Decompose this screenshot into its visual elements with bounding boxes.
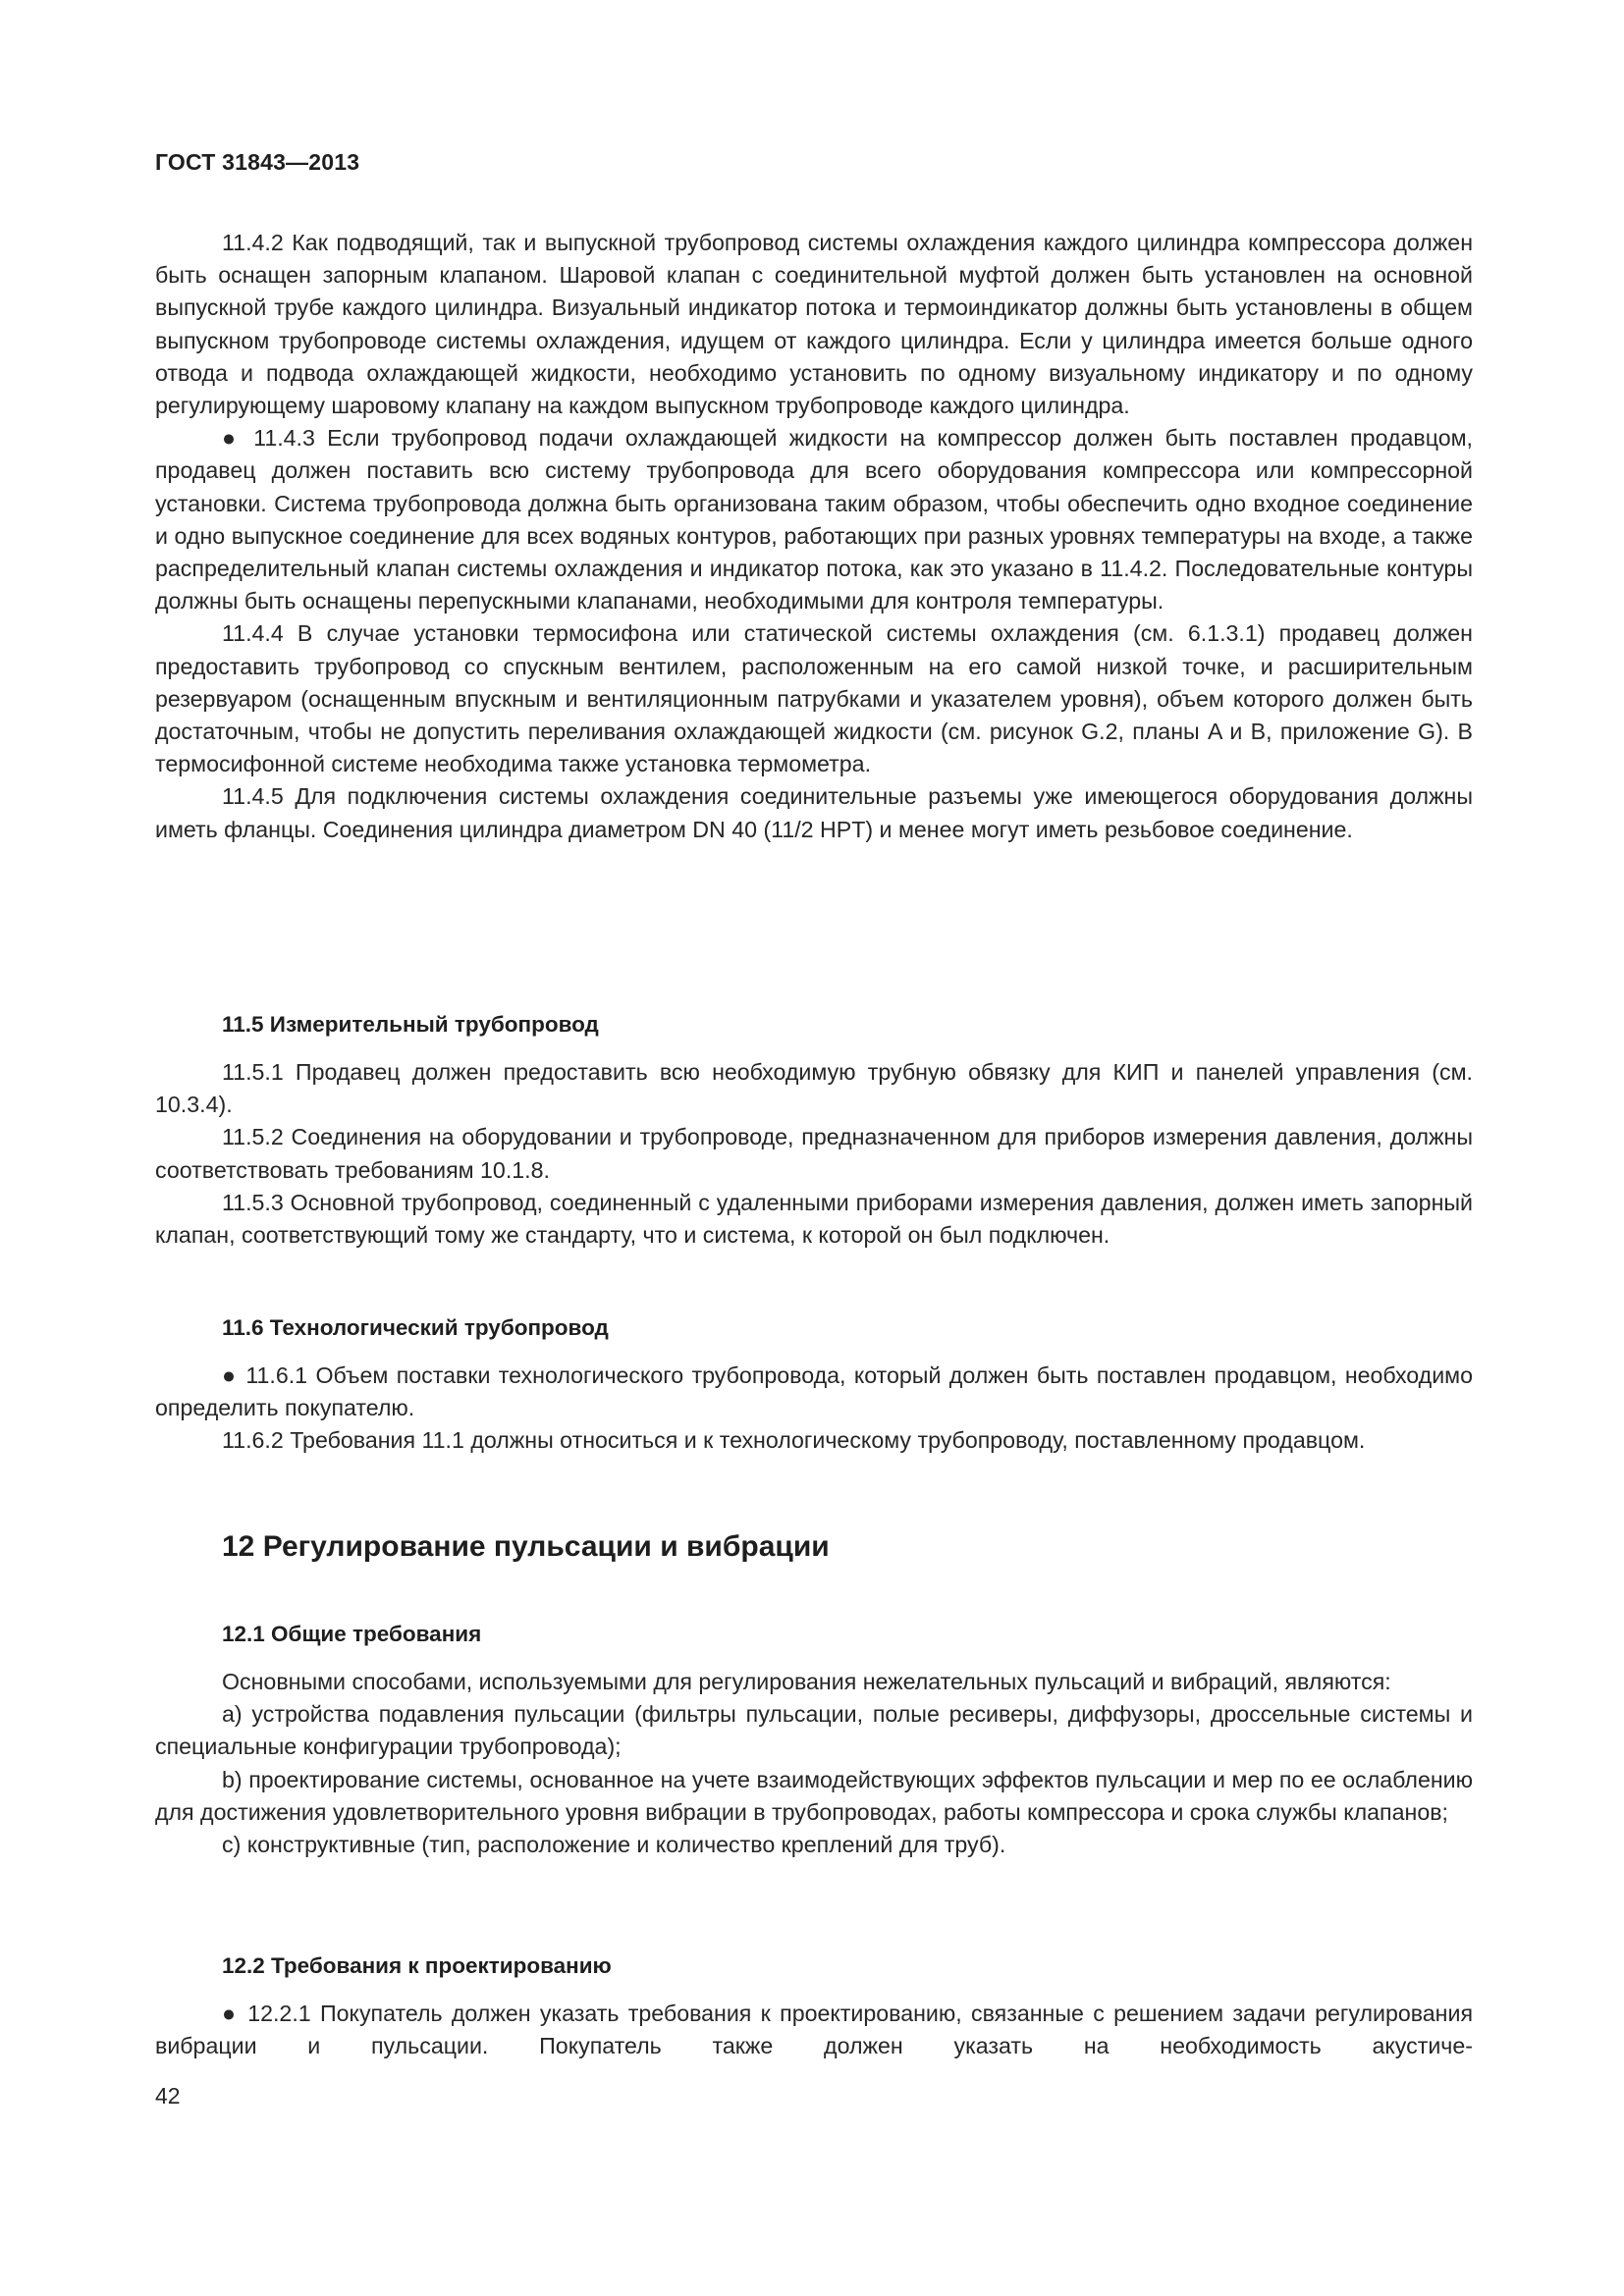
paragraph-11-4-3: ● 11.4.3 Если трубопровод подачи охлаждающей жидкости на компрессор должен быть поставлен продавцом, продавец должен поставить всю систему трубопровода для всего оборудования компрессора или компрессорной установки. Система трубопровода должна быть организована таким образом, чтобы обеспечить одно входное соединение и одно выпускное соединение для всех водяных контуров, работающих при разных уровнях температуры на входе, а также распределительный клапан системы охлаждения и индикатор потока, как это указано в 11.4.2. Последовательные контуры должны быть оснащены перепускными клапанами, необходимыми для контроля температуры.: [155, 425, 1473, 614]
paragraph-11-5-1: 11.5.1 Продавец должен предоставить всю необходимую трубную обвязку для КИП и панелей управления (см. 10.3.4).: [155, 1059, 1473, 1118]
section-12-2-body: [155, 1998, 1473, 2062]
section-heading-12-2: 12.2 Требования к проектированию: [222, 1953, 612, 1978]
paragraph-11-4-5: 11.4.5 Для подключения системы охлаждения соединительные разъемы уже имеющегося оборудования должны иметь фланцы. Соединения цилиндра диаметром DN 40 (11/2 HPT) и менее могут иметь резьбовое соединение.: [155, 783, 1473, 842]
paragraph-11-4-4: 11.4.4 В случае установки термосифона или статической системы охлаждения (см. 6.1.3.1) продавец должен предоставить трубопровод со спускным вентилем, расположенным на его самой низкой точке, и расширительным резервуаром (оснащенным впускным и вентиляционным патрубками и указателем уровня), объем которого должен быть достаточным, чтобы не допустить переливания охлаждающей жидкости (см. рисунок G.2, планы A и B, приложение G). В термосифонной системе необходима также установка термометра.: [155, 620, 1473, 777]
section-heading-12-1: 12.1 Общие требования: [222, 1622, 482, 1646]
section-11-6-body: [155, 1360, 1473, 1458]
chapter-12: [155, 1530, 1473, 1563]
paragraph-11-5-3: 11.5.3 Основной трубопровод, соединенный с удаленными приборами измерения давления, должен иметь запорный клапан, соответствующий тому же стандарту, что и система, к которой он был подключен.: [155, 1189, 1473, 1249]
paragraph-12-2-1: ● 12.2.1 Покупатель должен указать требования к проектированию, связанные с решением задачи регулирования вибрации и пульсации. Покупатель также должен указать на необходимость акустиче-: [155, 2001, 1473, 2059]
paragraph-11-4-2: 11.4.2 Как подводящий, так и выпускной трубопровод системы охлаждения каждого цилиндра компрессора должен быть оснащен запорным клапаном. Шаровой клапан с соединительной муфтой должен быть установлен на основной выпускной трубе каждого цилиндра. Визуальный индикатор потока и термоиндикатор должны быть установлены в общем выпускном трубопроводе системы охлаждения, идущем от каждого цилиндра. Если у цилиндра имеется больше одного отвода и подвода охлаждающей жидкости, необходимо установить по одному визуальному индикатору и по одному регулирующему шаровому клапану на каждом выпускном трубопроводе каждого цилиндра.: [155, 230, 1473, 419]
paragraph-11-6-1: ● 11.6.1 Объем поставки технологического трубопровода, который должен быть поставлен продавцом, необходимо определить покупателю.: [155, 1362, 1473, 1421]
chapter-heading-12: 12 Регулирование пульсации и вибрации: [222, 1530, 830, 1563]
paragraph-11-5-2: 11.5.2 Соединения на оборудовании и трубопроводе, предназначенном для приборов измерения давления, должны соответствовать требованиям 10.1.8.: [155, 1124, 1473, 1183]
section-12-1-body: [155, 1666, 1473, 1861]
document-header: ГОСТ 31843—2013: [155, 149, 360, 175]
section-11-5-body: [155, 1056, 1473, 1252]
section-11-6: [155, 1311, 1473, 1344]
page-number: 42: [155, 2083, 181, 2109]
section-11-4: [155, 227, 1473, 846]
section-heading-11-6: 11.6 Технологический трубопровод: [222, 1315, 609, 1340]
section-heading-11-5: 11.5 Измерительный трубопровод: [222, 1012, 599, 1037]
list-item-12-1-c: c) конструктивные (тип, расположение и количество креплений для труб).: [222, 1832, 1006, 1858]
list-item-12-1-a: a) устройства подавления пульсации (фильтры пульсации, полые ресиверы, диффузоры, дроссельные системы и специальные конфигурации трубопровода);: [155, 1701, 1473, 1760]
section-11-5: [155, 1008, 1473, 1041]
list-item-12-1-b: b) проектирование системы, основанное на учете взаимодействующих эффектов пульсации и мер по ее ослаблению для достижения удовлетворительного уровня вибрации в трубопроводах, работы компрессора и срока службы клапанов;: [155, 1766, 1473, 1825]
section-12-1: [155, 1618, 1473, 1650]
paragraph-11-6-2: 11.6.2 Требования 11.1 должны относиться и к технологическому трубопроводу, поставленному продавцом.: [222, 1427, 1366, 1454]
paragraph-12-1-intro: Основными способами, используемыми для регулирования нежелательных пульсаций и вибраций, являются:: [222, 1669, 1391, 1694]
section-12-2: [155, 1949, 1473, 1982]
